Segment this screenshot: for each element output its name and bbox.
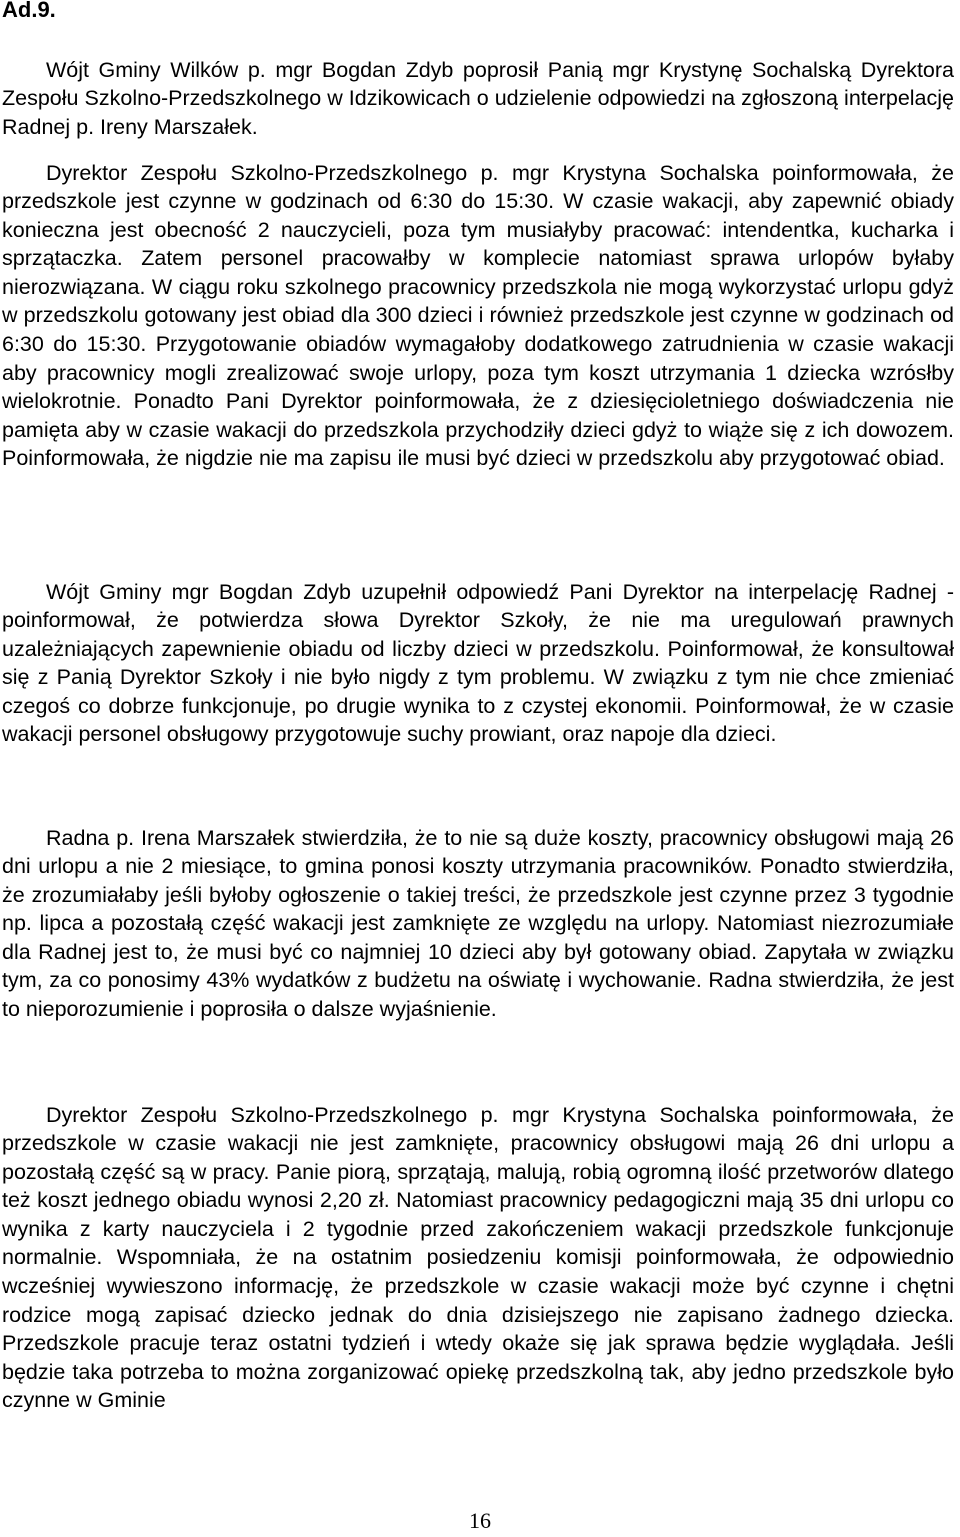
paragraph: Wójt Gminy Wilków p. mgr Bogdan Zdyb poprosił Panią mgr Krystynę Sochalską Dyrektora Zespołu Szkolno-Przedszkolnego w Idzikowicach o udzielenie odpowiedzi na zgłoszoną interpelację Radnej p. Ireny Marszałek.	[2, 57, 954, 139]
paragraph: Dyrektor Zespołu Szkolno-Przedszkolnego p. mgr Krystyna Sochalska poinformowała, że przedszkole w czasie wakacji nie jest zamknięte, pracownicy obsługowi mają 26 dni urlopu a pozostałą część są w pracy. Panie piorą, sprzątają, malują, robią ogromną ilość przetworów dlatego też koszt jednego obiadu wynosi 2,20 zł. Natomiast pracownicy pedagogiczni mają 35 dni urlopu co wynika z karty nauczyciela i 2 tygodnie przed zakończeniem wakacji przedszkole funkcjonuje normalnie. Wspomniała, że na ostatnim posiedzeniu komisji poinformowała, że odpowiednio wcześniej wywieszono informację, że przedszkole w czasie wakacji może być czynne i chętni rodzice mogą zapisać dziecko jednak do dnia dzisiejszego nie zapisano żadnego dziecka. Przedszkole pracuje teraz ostatni tydzień i wtedy okaże się jak sprawa będzie wyglądała. Jeśli będzie taka potrzeba to można zorganizować opiekę przedszkolną tak, aby jedno przedszkole było czynne w Gminie	[2, 1102, 954, 1413]
page-number: 16	[469, 1508, 491, 1533]
paragraph: Dyrektor Zespołu Szkolno-Przedszkolnego p. mgr Krystyna Sochalska poinformowała, że przedszkole jest czynne w godzinach od 6:30 do 15:30. W czasie wakacji, aby zapewnić obiady konieczna jest obecność 2 nauczycieli, poza tym musiałyby pracować: intendentka, kucharka i sprzątaczka. Zatem personel pracowałby w komplecie natomiast sprawa urlopów byłaby nierozwiązana. W ciągu roku szkolnego pracownicy przedszkola nie mogą wykorzystać urlopu gdyż w przedszkolu gotowany jest obiad dla 300 dzieci i również przedszkole jest czynne w godzinach od 6:30 do 15:30. Przygotowanie obiadów wymagałoby dodatkowego zatrudnienia w czasie wakacji aby pracownicy mogli zrealizować swoje urlopy, poza tym koszt utrzymania 1 dziecka wzrósłby wielokrotnie. Ponadto Pani Dyrektor poinformowała, że z dziesięcioletniego doświadczenia nie pamięta aby w czasie wakacji do przedszkola przychodziły dzieci gdyż to wiąże się z ich dowozem. Poinformowała, że nigdzie nie ma zapisu ile musi być dzieci w przedszkolu aby przygotować obiad.	[2, 160, 954, 471]
agenda-item-heading: Ad.9.	[2, 0, 56, 22]
paragraph: Radna p. Irena Marszałek stwierdziła, że to nie są duże koszty, pracownicy obsługowi mają 26 dni urlopu a nie 2 miesiące, to gmina ponosi koszty utrzymania pracowników. Ponadto stwierdziła, że zrozumiałaby jeśli byłoby ogłoszenie o takiej treści, że przedszkole jest czynne przez 3 tygodnie np. lipca a pozostałą część wakacji jest zamknięte ze względu na urlopy. Natomiast niezrozumiałe dla Radnej jest to, że musi być co najmniej 10 dzieci aby był gotowany obiad. Zapytała w związku tym, za co ponosimy 43% wydatków z budżetu na oświatę i wychowanie. Radna stwierdziła, że jest to nieporozumienie i poprosiła o dalsze wyjaśnienie.	[2, 825, 954, 1022]
paragraph: Wójt Gminy mgr Bogdan Zdyb uzupełnił odpowiedź Pani Dyrektor na interpelację Radnej - poinformował, że potwierdza słowa Dyrektor Szkoły, że nie ma uregulowań prawnych uzależniających zapewnienie obiadu od liczby dzieci w przedszkolu. Poinformował, że konsultował się z Panią Dyrektor Szkoły i nie było nigdy z tym problemu. W związku z tym nie chce zmieniać czegoś co dobrze funkcjonuje, po drugie wynika to z czystej ekonomii. Poinformował, że w czasie wakacji personel obsługowy przygotowuje suchy prowiant, oraz napoje dla dzieci.	[2, 579, 954, 747]
